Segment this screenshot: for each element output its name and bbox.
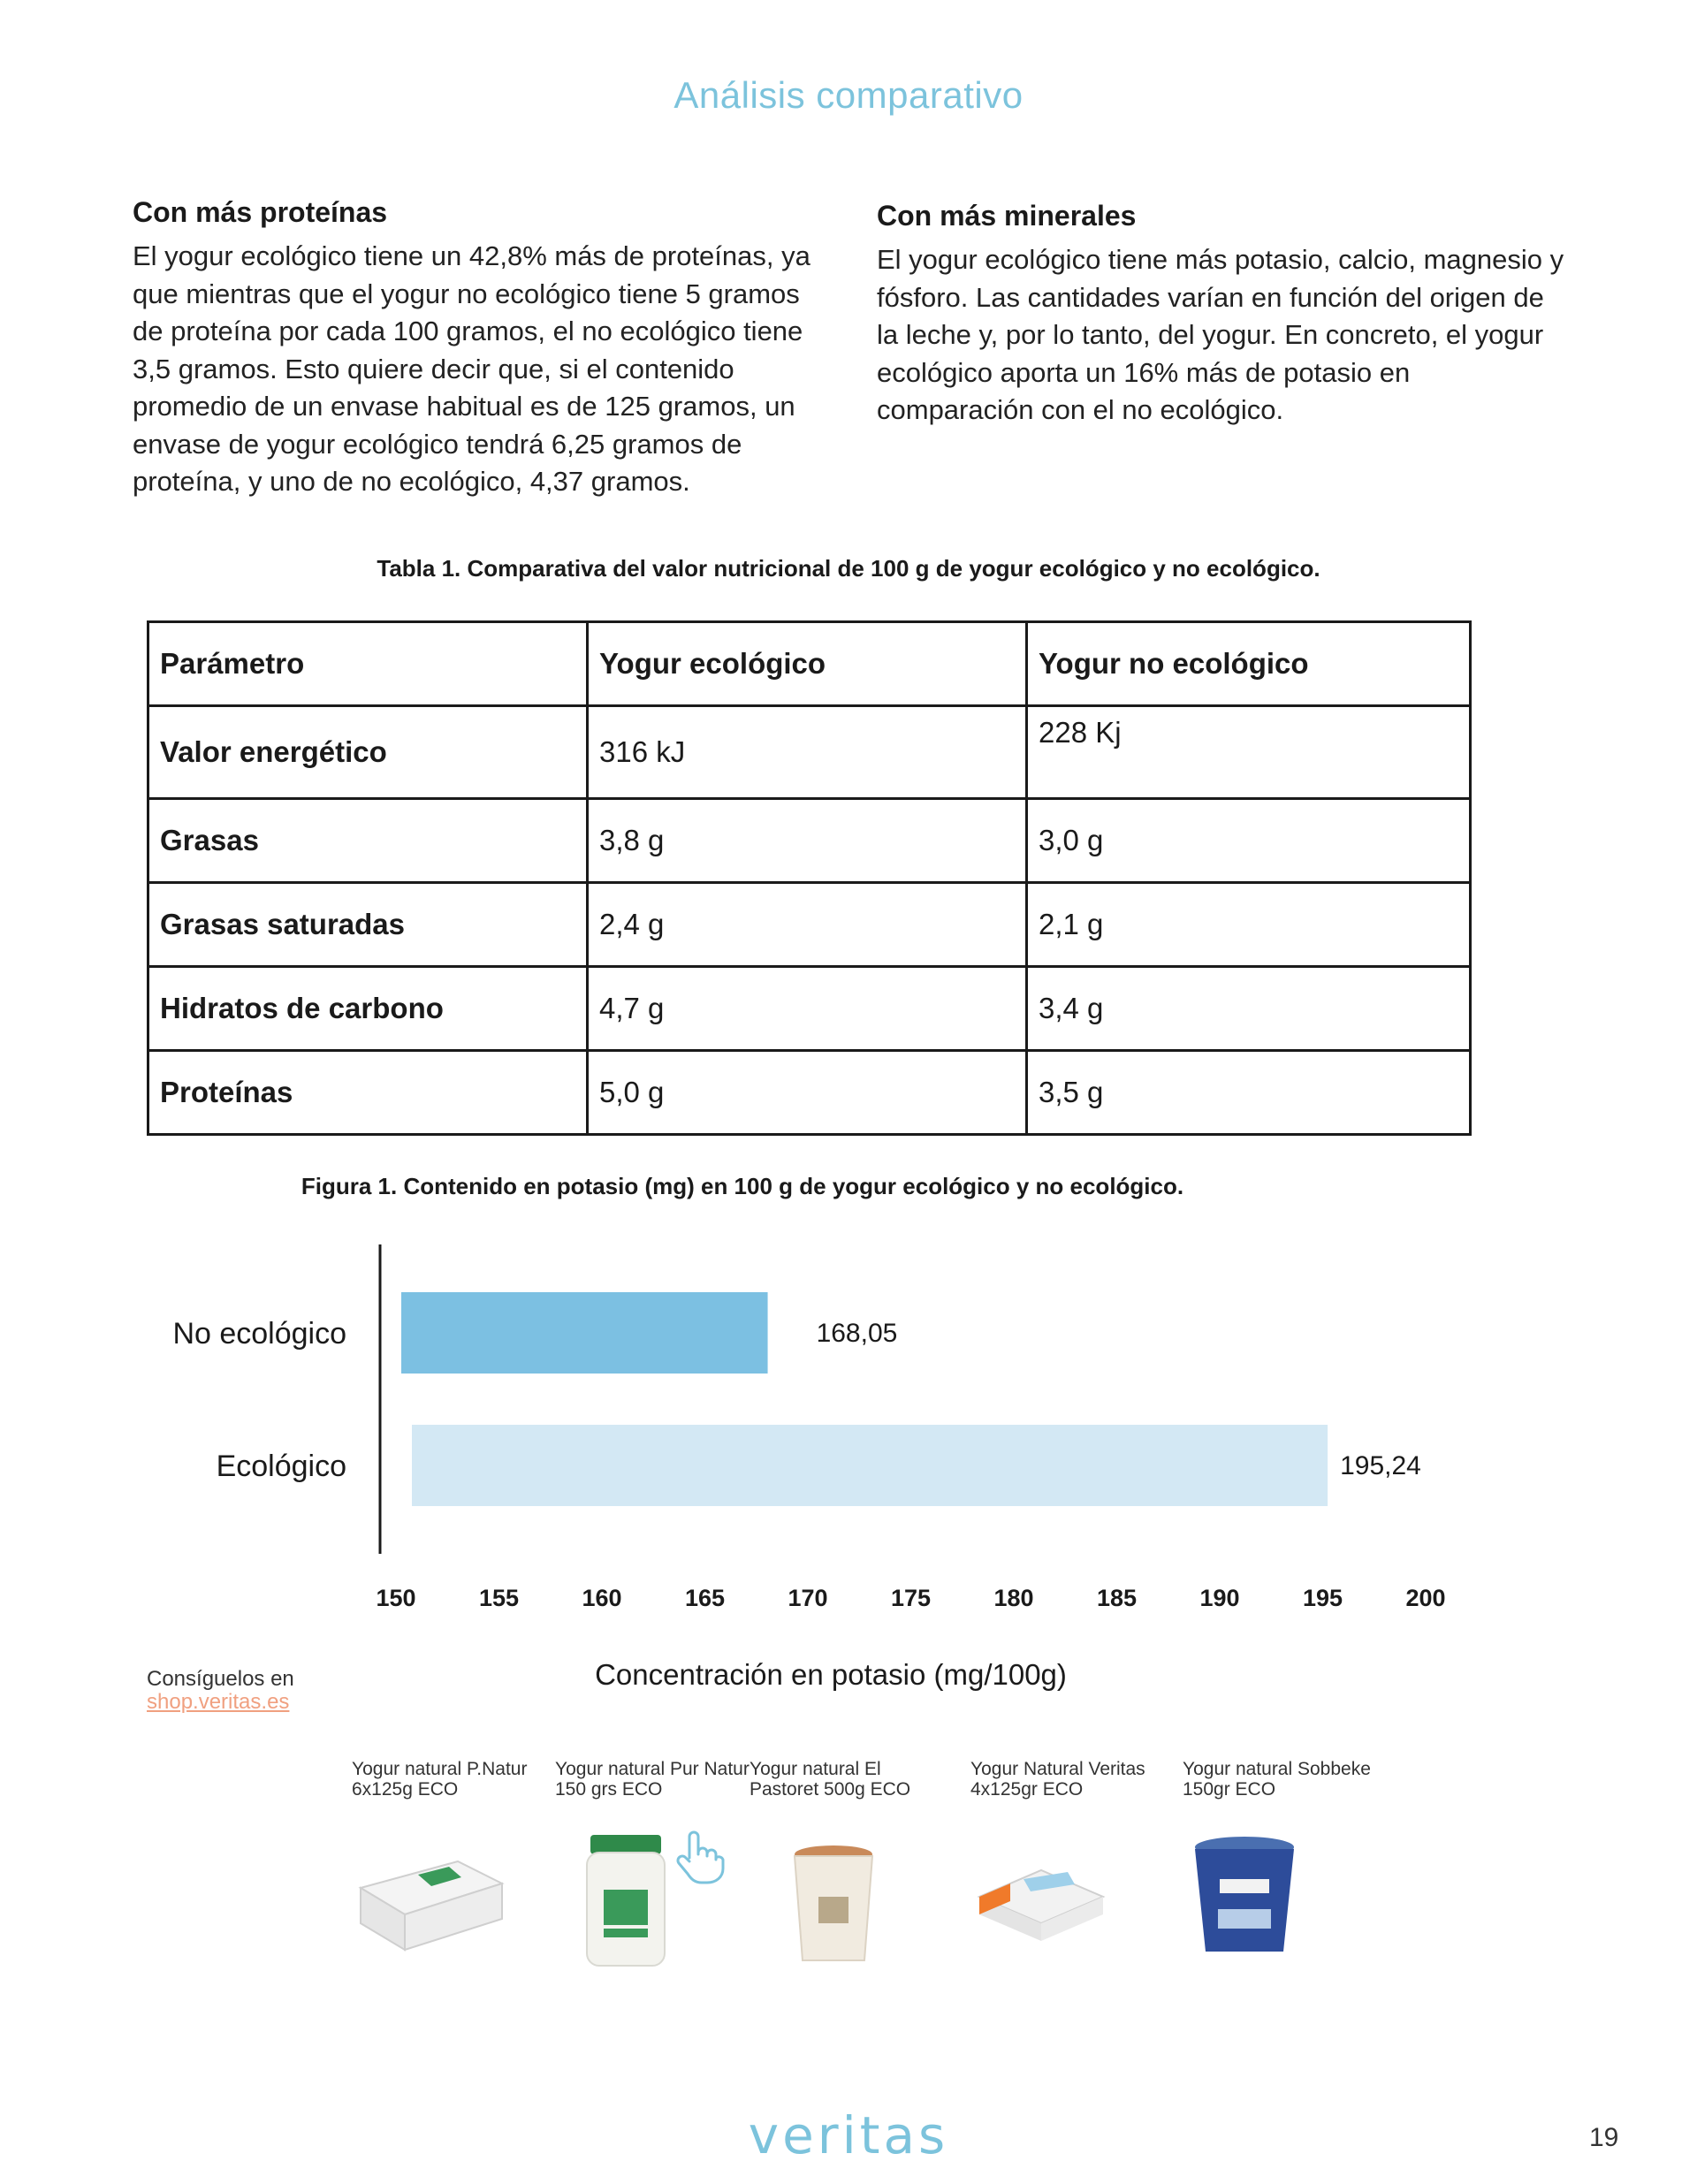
x-tick-label: 165 xyxy=(684,1585,726,1611)
yogurt-tub-icon xyxy=(750,1835,909,1985)
section-body: El yogur ecológico tiene un 42,8% más de proteínas, ya que mientras que el yogur no ecológico tiene 5 gramos de proteína por cada 100 gramos, el no ecológico tiene 3,5 gramos. Esto quiere decir que, si el contenido promedio de un envase habitual es de 125 gramos, un envase de yogur ecológico tendrá 6,25 gramos de proteína, y uno de no ecológico, 4,37 gramos. xyxy=(133,240,810,497)
parameter-cell: Grasas xyxy=(148,799,588,883)
non-eco-value-cell: 3,5 g xyxy=(1027,1051,1471,1135)
table-row xyxy=(148,706,1471,799)
x-tick-label: 155 xyxy=(478,1585,520,1611)
eco-value-cell: 4,7 g xyxy=(588,967,1027,1051)
product-name: Yogur natural Sobbeke 150gr ECO xyxy=(1183,1759,1371,1800)
category-label: Ecológico xyxy=(216,1450,346,1483)
non-eco-value-cell: 3,0 g xyxy=(1027,799,1471,883)
eco-value-cell: 5,0 g xyxy=(588,1051,1027,1135)
section-heading: Con más minerales xyxy=(877,200,1137,232)
non-eco-value-cell: 228 Kj xyxy=(1027,706,1471,799)
column-header: Yogur ecológico xyxy=(588,622,1027,706)
x-tick-label: 200 xyxy=(1405,1585,1446,1611)
shop-link[interactable]: shop.veritas.es xyxy=(147,1690,290,1714)
section-proteins xyxy=(133,196,831,501)
x-tick-label: 160 xyxy=(582,1585,622,1611)
nutrition-table xyxy=(147,620,1472,1136)
table-row xyxy=(148,883,1471,967)
potassium-bar-chart xyxy=(0,1220,1697,1644)
section-minerals xyxy=(877,200,1566,430)
x-tick-label: 195 xyxy=(1302,1585,1343,1611)
column-header: Parámetro xyxy=(148,622,588,706)
data-label: 168,05 xyxy=(816,1319,898,1348)
data-label: 195,24 xyxy=(1340,1451,1421,1480)
product-el-pastoret[interactable] xyxy=(750,1759,953,1985)
parameter-cell: Valor energético xyxy=(148,706,588,799)
table-row xyxy=(148,799,1471,883)
column-header: Yogur no ecológico xyxy=(1027,622,1471,706)
product-veritas[interactable] xyxy=(970,1759,1174,1967)
table-caption: Tabla 1. Comparativa del valor nutricional de 100 g de yogur ecológico y no ecológico. xyxy=(377,555,1320,582)
x-tick-label: 185 xyxy=(1096,1585,1138,1611)
page-header-title: Análisis comparativo xyxy=(673,74,1024,116)
x-tick-label: 180 xyxy=(993,1585,1034,1611)
eco-value-cell: 316 kJ xyxy=(588,706,1027,799)
x-tick-label: 170 xyxy=(788,1585,828,1611)
x-tick-label: 150 xyxy=(376,1585,416,1611)
yogurt-four-pack-icon xyxy=(970,1835,1130,1967)
product-name: Yogur natural El Pastoret 500g ECO xyxy=(750,1759,911,1800)
table-header-row xyxy=(148,622,1471,706)
page-number: 19 xyxy=(1589,2123,1619,2152)
eco-value-cell: 3,8 g xyxy=(588,799,1027,883)
parameter-cell: Grasas saturadas xyxy=(148,883,588,967)
parameter-cell: Hidratos de carbono xyxy=(148,967,588,1051)
x-tick-label: 175 xyxy=(890,1585,932,1611)
x-tick-label: 190 xyxy=(1199,1585,1240,1611)
eco-value-cell: 2,4 g xyxy=(588,883,1027,967)
product-name: Yogur natural P.Natur 6x125g ECO xyxy=(352,1759,528,1800)
parameter-cell: Proteínas xyxy=(148,1051,588,1135)
table-row xyxy=(148,967,1471,1051)
hand-pointer-icon xyxy=(670,1828,728,1886)
bar-1 xyxy=(412,1425,1328,1506)
product-pnatur[interactable] xyxy=(352,1759,555,1967)
veritas-logo: veritas xyxy=(748,2105,949,2160)
yogurt-multipack-icon xyxy=(352,1835,511,1967)
section-heading: Con más proteínas xyxy=(133,196,388,228)
yogurt-cup-icon xyxy=(1183,1835,1342,1985)
section-body: El yogur ecológico tiene más potasio, calcio, magnesio y fósforo. Las cantidades varían en función del origen de la leche y, por lo tanto, del yogur. En concreto, el yogur ecológico aporta un 16% más de potasio en comparación con el no ecológico. xyxy=(877,244,1564,425)
shop-label: Consíguelos en xyxy=(147,1667,294,1691)
product-name: Yogur natural Pur Natur 150 grs ECO xyxy=(555,1759,750,1800)
product-sobbeke[interactable] xyxy=(1183,1759,1386,1985)
non-eco-value-cell: 3,4 g xyxy=(1027,967,1471,1051)
category-label: No ecológico xyxy=(172,1317,346,1351)
table-row xyxy=(148,1051,1471,1135)
product-name: Yogur Natural Veritas 4x125gr ECO xyxy=(970,1759,1145,1800)
figure-caption: Figura 1. Contenido en potasio (mg) en 100 g de yogur ecológico y no ecológico. xyxy=(301,1173,1184,1199)
non-eco-value-cell: 2,1 g xyxy=(1027,883,1471,967)
bar-0 xyxy=(401,1292,768,1374)
x-axis-title: Concentración en potasio (mg/100g) xyxy=(595,1658,1067,1691)
